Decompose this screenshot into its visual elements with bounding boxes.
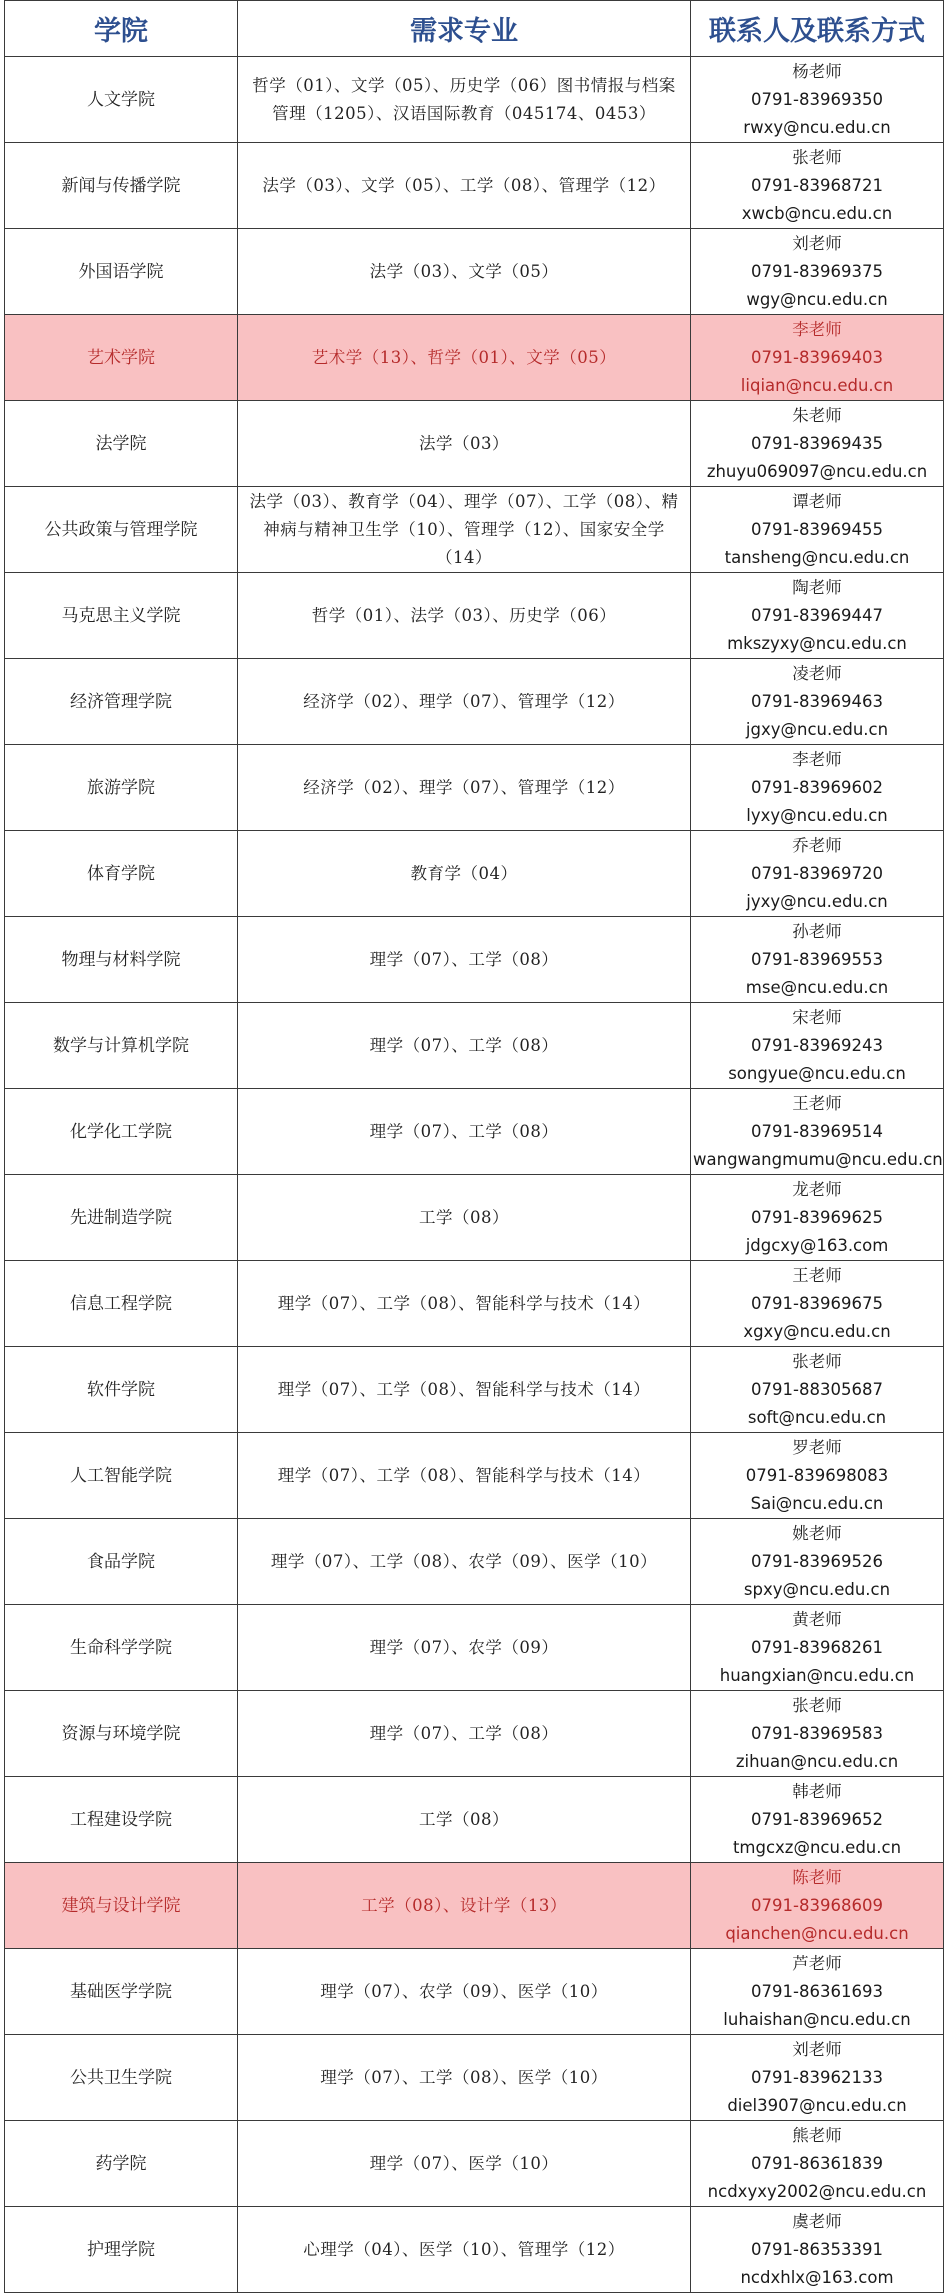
contact-teacher: 刘老师 [792, 2039, 842, 2059]
table-row [5, 1949, 944, 2035]
college-name: 信息工程学院 [5, 1261, 238, 1347]
college-name: 资源与环境学院 [5, 1691, 238, 1777]
contact-email: mkszyxy@ncu.edu.cn [727, 633, 907, 653]
required-majors: 经济学（02）、理学（07）、管理学（12） [238, 659, 691, 745]
contact-email: mse@ncu.edu.cn [745, 977, 889, 997]
contact-phone: 0791-83968609 [751, 1895, 883, 1915]
contact-phone: 0791-88305687 [751, 1379, 883, 1399]
contact-teacher: 张老师 [792, 1695, 842, 1715]
contact-phone: 0791-83968721 [751, 175, 883, 195]
contact-email: songyue@ncu.edu.cn [728, 1063, 906, 1083]
college-name: 工程建设学院 [5, 1777, 238, 1863]
contact-email: liqian@ncu.edu.cn [740, 375, 894, 395]
college-name: 公共政策与管理学院 [5, 487, 238, 573]
contact-phone: 0791-83969652 [751, 1809, 883, 1829]
required-majors: 理学（07）、工学（08）、智能科学与技术（14） [238, 1347, 691, 1433]
table-row [5, 1519, 944, 1605]
contact-email: soft@ncu.edu.cn [747, 1407, 887, 1427]
required-majors: 理学（07）、医学（10） [238, 2121, 691, 2207]
contact-phone: 0791-83969720 [751, 863, 883, 883]
table-row [5, 401, 944, 487]
contact-cell [691, 1347, 944, 1433]
college-name: 人文学院 [5, 57, 238, 143]
contact-teacher: 杨老师 [792, 61, 842, 81]
college-name: 基础医学学院 [5, 1949, 238, 2035]
table-row [5, 2035, 944, 2121]
contact-cell [691, 659, 944, 745]
contact-phone: 0791-86361693 [751, 1981, 883, 2001]
contact-email: rwxy@ncu.edu.cn [743, 117, 891, 137]
contact-phone: 0791-83969583 [751, 1723, 883, 1743]
contact-cell [691, 745, 944, 831]
table-row [5, 1777, 944, 1863]
required-majors: 理学（07）、工学（08） [238, 1003, 691, 1089]
contact-phone: 0791-839698083 [745, 1465, 889, 1485]
contact-email: jdgcxy@163.com [745, 1235, 889, 1255]
contact-phone: 0791-86361839 [751, 2153, 883, 2173]
required-majors: 工学（08） [238, 1175, 691, 1261]
contact-cell [691, 831, 944, 917]
contact-phone: 0791-83969625 [751, 1207, 883, 1227]
contact-cell [691, 1605, 944, 1691]
required-majors: 理学（07）、工学（08）、医学（10） [238, 2035, 691, 2121]
contact-cell [691, 143, 944, 229]
required-majors: 法学（03）、文学（05） [238, 229, 691, 315]
contact-phone: 0791-83969375 [751, 261, 883, 281]
recruitment-table [4, 0, 944, 2293]
college-name: 旅游学院 [5, 745, 238, 831]
college-name: 体育学院 [5, 831, 238, 917]
contact-teacher: 李老师 [792, 749, 842, 769]
header-majors: 需求专业 [238, 1, 691, 57]
contact-email: wangwangmumu@ncu.edu.cn [693, 1149, 943, 1169]
college-name: 物理与材料学院 [5, 917, 238, 1003]
contact-teacher: 宋老师 [792, 1007, 842, 1027]
contact-teacher: 陈老师 [792, 1867, 842, 1887]
table-row [5, 1347, 944, 1433]
contact-phone: 0791-86353391 [751, 2239, 883, 2259]
contact-cell [691, 401, 944, 487]
table-row [5, 1003, 944, 1089]
contact-phone: 0791-83969350 [751, 89, 883, 109]
required-majors: 艺术学（13）、哲学（01）、文学（05） [238, 315, 691, 401]
required-majors: 哲学（01）、文学（05）、历史学（06）图书情报与档案管理（1205）、汉语国际教育（045174、0453） [238, 57, 691, 143]
required-majors: 工学（08）、设计学（13） [238, 1863, 691, 1949]
table-row [5, 573, 944, 659]
contact-teacher: 朱老师 [792, 405, 842, 425]
header-college: 学院 [5, 1, 238, 57]
college-name: 护理学院 [5, 2207, 238, 2293]
contact-teacher: 张老师 [792, 147, 842, 167]
college-name: 马克思主义学院 [5, 573, 238, 659]
contact-phone: 0791-83968261 [751, 1637, 883, 1657]
college-name: 法学院 [5, 401, 238, 487]
contact-teacher: 张老师 [792, 1351, 842, 1371]
required-majors: 理学（07）、农学（09）、医学（10） [238, 1949, 691, 2035]
contact-email: qianchen@ncu.edu.cn [725, 1923, 909, 1943]
table-row [5, 1175, 944, 1261]
contact-cell [691, 487, 944, 573]
table-row [5, 143, 944, 229]
contact-phone: 0791-83969403 [751, 347, 883, 367]
contact-phone: 0791-83969553 [751, 949, 883, 969]
contact-email: tmgcxz@ncu.edu.cn [732, 1837, 902, 1857]
contact-cell [691, 1261, 944, 1347]
contact-phone: 0791-83969602 [751, 777, 883, 797]
contact-teacher: 王老师 [792, 1265, 842, 1285]
contact-cell [691, 2121, 944, 2207]
contact-phone: 0791-83969675 [751, 1293, 883, 1313]
contact-cell [691, 1089, 944, 1175]
college-name: 人工智能学院 [5, 1433, 238, 1519]
college-name: 生命科学学院 [5, 1605, 238, 1691]
table-body [5, 57, 944, 2293]
table-row [5, 1433, 944, 1519]
contact-phone: 0791-83962133 [751, 2067, 883, 2087]
table-row [5, 659, 944, 745]
contact-teacher: 王老师 [792, 1093, 842, 1113]
table-row [5, 2121, 944, 2207]
table-row [5, 1261, 944, 1347]
table-row [5, 1691, 944, 1777]
contact-email: spxy@ncu.edu.cn [743, 1579, 891, 1599]
college-name: 食品学院 [5, 1519, 238, 1605]
contact-cell [691, 57, 944, 143]
table-row [5, 745, 944, 831]
college-name: 公共卫生学院 [5, 2035, 238, 2121]
contact-teacher: 虞老师 [792, 2211, 842, 2231]
contact-email: jyxy@ncu.edu.cn [746, 891, 888, 911]
table-row [5, 831, 944, 917]
college-name: 建筑与设计学院 [5, 1863, 238, 1949]
contact-teacher: 熊老师 [792, 2125, 842, 2145]
header-contact: 联系人及联系方式 [691, 1, 944, 57]
contact-teacher: 刘老师 [792, 233, 842, 253]
required-majors: 法学（03）、教育学（04）、理学（07）、工学（08）、精神病与精神卫生学（10）、管理学（12）、国家安全学（14） [238, 487, 691, 573]
contact-cell [691, 1949, 944, 2035]
contact-email: xgxy@ncu.edu.cn [743, 1321, 891, 1341]
contact-teacher: 韩老师 [792, 1781, 842, 1801]
contact-cell [691, 1691, 944, 1777]
college-name: 先进制造学院 [5, 1175, 238, 1261]
college-name: 数学与计算机学院 [5, 1003, 238, 1089]
contact-cell [691, 1777, 944, 1863]
required-majors: 理学（07）、工学（08）、农学（09）、医学（10） [238, 1519, 691, 1605]
contact-email: zihuan@ncu.edu.cn [735, 1751, 899, 1771]
required-majors: 教育学（04） [238, 831, 691, 917]
table-row [5, 2207, 944, 2293]
table-row [5, 315, 944, 401]
contact-cell [691, 315, 944, 401]
contact-email: xwcb@ncu.edu.cn [741, 203, 893, 223]
contact-phone: 0791-83969447 [751, 605, 883, 625]
contact-phone: 0791-83969435 [751, 433, 883, 453]
table-row [5, 1863, 944, 1949]
required-majors: 工学（08） [238, 1777, 691, 1863]
contact-email: tansheng@ncu.edu.cn [724, 547, 910, 567]
contact-phone: 0791-83969526 [751, 1551, 883, 1571]
required-majors: 理学（07）、工学（08） [238, 917, 691, 1003]
contact-teacher: 凌老师 [792, 663, 842, 683]
table-row [5, 1089, 944, 1175]
contact-cell [691, 573, 944, 659]
contact-email: wgy@ncu.edu.cn [746, 289, 888, 309]
contact-cell [691, 229, 944, 315]
required-majors: 理学（07）、农学（09） [238, 1605, 691, 1691]
required-majors: 哲学（01）、法学（03）、历史学（06） [238, 573, 691, 659]
required-majors: 法学（03） [238, 401, 691, 487]
contact-email: zhuyu069097@ncu.edu.cn [706, 461, 928, 481]
contact-teacher: 陶老师 [792, 577, 842, 597]
contact-teacher: 罗老师 [792, 1437, 842, 1457]
contact-cell [691, 1003, 944, 1089]
contact-email: jgxy@ncu.edu.cn [745, 719, 889, 739]
contact-teacher: 姚老师 [792, 1523, 842, 1543]
college-name: 外国语学院 [5, 229, 238, 315]
required-majors: 经济学（02）、理学（07）、管理学（12） [238, 745, 691, 831]
contact-cell [691, 1863, 944, 1949]
contact-email: ncdxyxy2002@ncu.edu.cn [707, 2181, 927, 2201]
contact-phone: 0791-83969455 [751, 519, 883, 539]
table-row [5, 487, 944, 573]
required-majors: 法学（03）、文学（05）、工学（08）、管理学（12） [238, 143, 691, 229]
table-row [5, 1605, 944, 1691]
college-name: 化学化工学院 [5, 1089, 238, 1175]
table-row [5, 229, 944, 315]
contact-phone: 0791-83969463 [751, 691, 883, 711]
contact-email: ncdxhlx@163.com [740, 2267, 894, 2287]
required-majors: 理学（07）、工学（08） [238, 1691, 691, 1777]
table-row [5, 917, 944, 1003]
contact-cell [691, 1519, 944, 1605]
college-name: 经济管理学院 [5, 659, 238, 745]
contact-teacher: 孙老师 [792, 921, 842, 941]
contact-email: huangxian@ncu.edu.cn [719, 1665, 915, 1685]
required-majors: 心理学（04）、医学（10）、管理学（12） [238, 2207, 691, 2293]
college-name: 新闻与传播学院 [5, 143, 238, 229]
contact-email: diel3907@ncu.edu.cn [727, 2095, 907, 2115]
contact-teacher: 芦老师 [792, 1953, 842, 1973]
required-majors: 理学（07）、工学（08）、智能科学与技术（14） [238, 1261, 691, 1347]
contact-email: luhaishan@ncu.edu.cn [723, 2009, 911, 2029]
college-name: 艺术学院 [5, 315, 238, 401]
table-header-row [5, 1, 944, 57]
contact-cell [691, 2207, 944, 2293]
contact-email: Sai@ncu.edu.cn [750, 1493, 884, 1513]
contact-phone: 0791-83969243 [751, 1035, 883, 1055]
contact-phone: 0791-83969514 [751, 1121, 883, 1141]
required-majors: 理学（07）、工学（08） [238, 1089, 691, 1175]
contact-teacher: 谭老师 [792, 491, 842, 511]
table-row [5, 57, 944, 143]
contact-cell [691, 1175, 944, 1261]
college-name: 软件学院 [5, 1347, 238, 1433]
contact-teacher: 李老师 [792, 319, 842, 339]
required-majors: 理学（07）、工学（08）、智能科学与技术（14） [238, 1433, 691, 1519]
contact-teacher: 龙老师 [792, 1179, 842, 1199]
contact-cell [691, 917, 944, 1003]
contact-email: lyxy@ncu.edu.cn [746, 805, 888, 825]
contact-teacher: 黄老师 [792, 1609, 842, 1629]
contact-teacher: 乔老师 [792, 835, 842, 855]
contact-cell [691, 1433, 944, 1519]
college-name: 药学院 [5, 2121, 238, 2207]
contact-cell [691, 2035, 944, 2121]
